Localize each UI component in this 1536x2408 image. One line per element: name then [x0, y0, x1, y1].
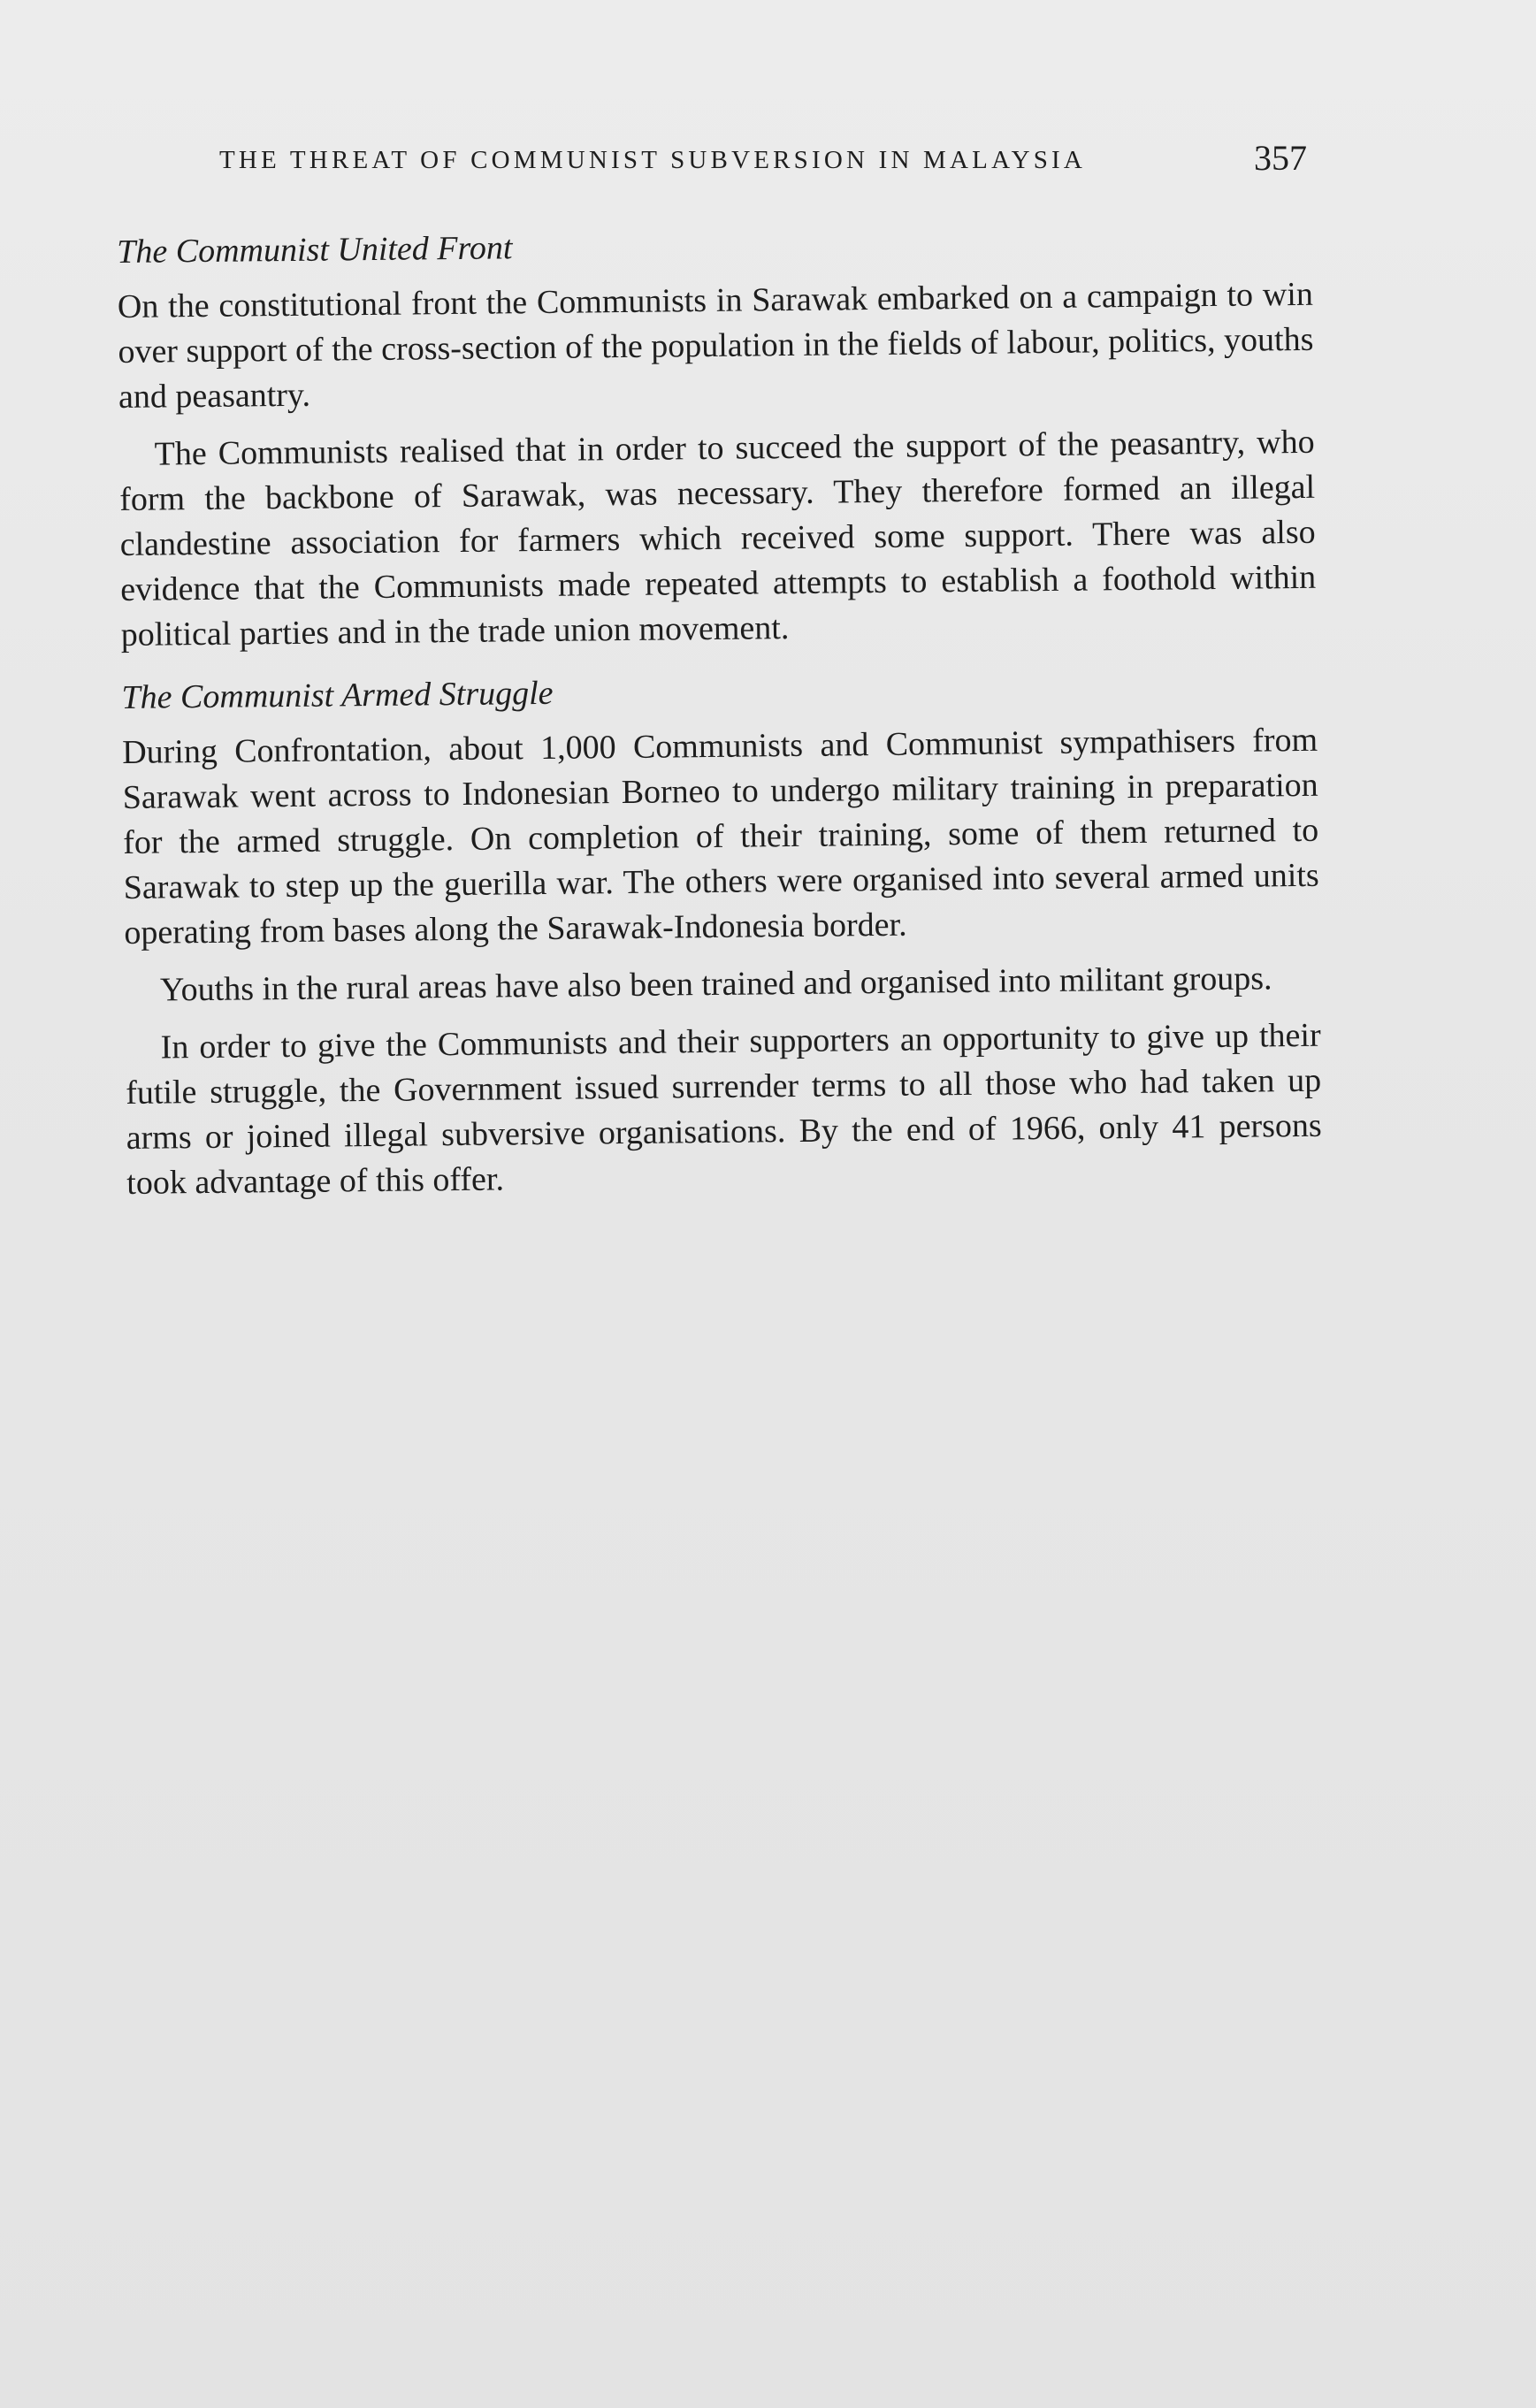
paragraph: Youths in the rural areas have also been trained and organised into militant groups. [159, 959, 1272, 1009]
section-armed-struggle [121, 663, 1322, 1206]
paragraph: The Communists realised that in order to succeed the support of the peasantry, who form the backbone of Sarawak, was necessary. They therefore formed an illegal clandestine association for farmers which received some support. There was also evidence that the Communists made repeated attempts to establish a foothold within political parties and in the trade union movement. [118, 423, 1317, 654]
running-title: THE THREAT OF COMMUNIST SUBVERSION IN MALAYSIA [219, 146, 1087, 174]
section-heading: The Communist United Front [117, 229, 513, 271]
section-united-front [117, 218, 1317, 658]
section-heading: The Communist Armed Struggle [121, 674, 554, 716]
paragraph: During Confrontation, about 1,000 Communists and Communist sympathisers from Sarawak went across to Indonesian Borneo to undergo military training in preparation for the armed struggle. On completion of their training, some of them returned to Sarawak to step up the guerilla war. The others were organised into several armed units operating from bases along the Sarawak-Indonesia border. [121, 721, 1319, 952]
page-body [117, 218, 1323, 1219]
page-number: 357 [1254, 138, 1307, 178]
paragraph: On the constitutional front the Communists in Sarawak embarked on a campaign to win over support of the cross-section of the population in the fields of labour, politics, youths and peasantry. [117, 275, 1314, 416]
paragraph: In order to give the Communists and their supporters an opportunity to give up their futile struggle, the Government issued surrender terms to all those who had taken up arms or joined illegal subversive organisations. By the end of 1966, only 41 persons took advantage of this offer. [126, 1016, 1322, 1202]
page-header [219, 137, 1307, 181]
